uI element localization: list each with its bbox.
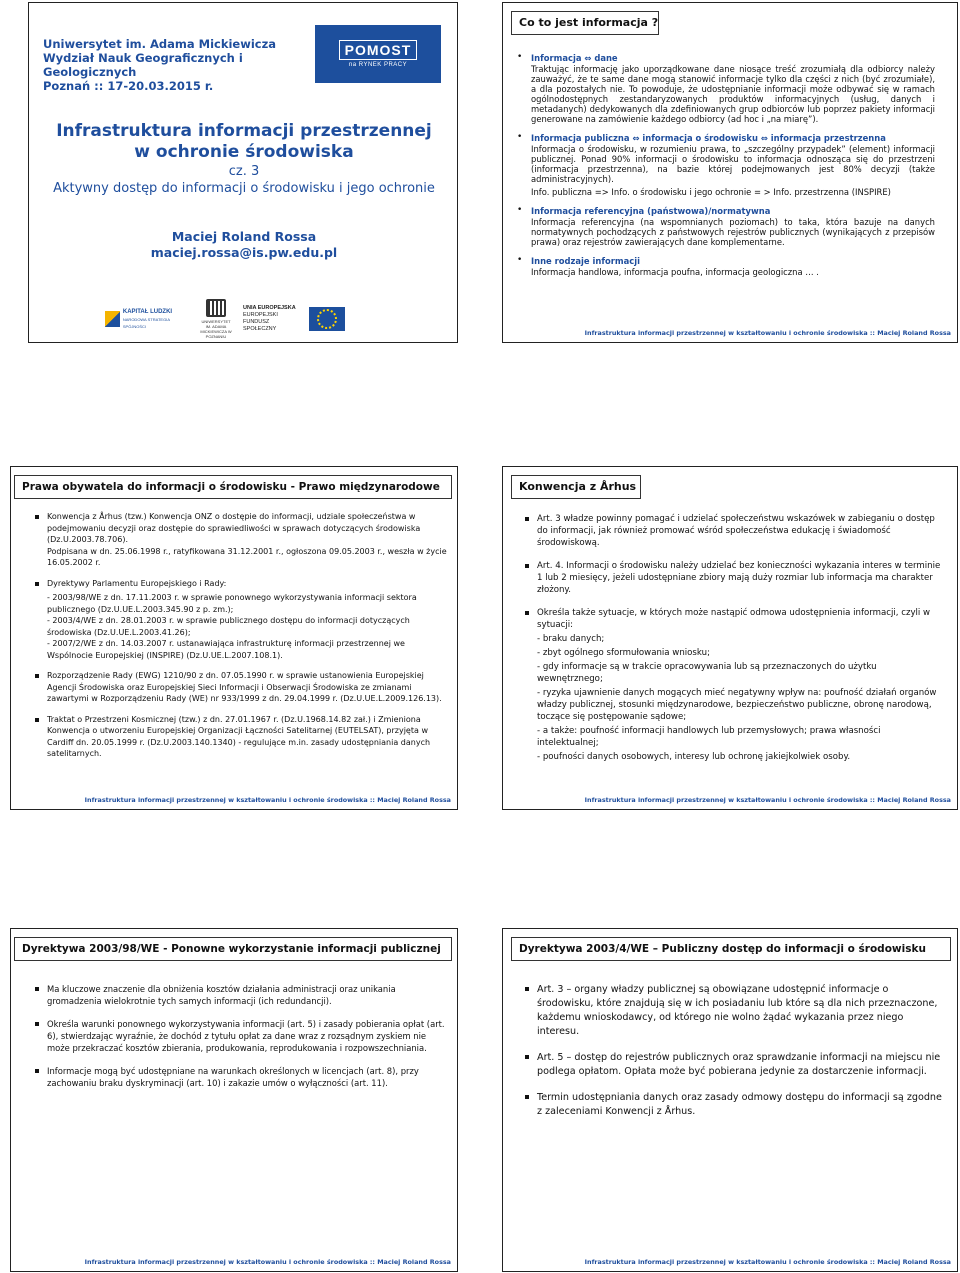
list-item bbox=[517, 256, 935, 277]
institution-header bbox=[43, 37, 313, 93]
logo-subtext: na RYNEK PRACY bbox=[348, 62, 408, 68]
title-slide bbox=[28, 2, 458, 343]
presentation-title bbox=[29, 121, 458, 163]
item-text: Informacja handlowa, informacja poufna, informacja geologiczna … . bbox=[531, 267, 819, 277]
slide-body bbox=[523, 983, 947, 1131]
bullet-icon: • bbox=[517, 205, 523, 215]
slide-aarhus-convention bbox=[502, 466, 958, 810]
title-line: Infrastruktura informacji przestrzennej bbox=[56, 121, 432, 141]
slide-body bbox=[33, 983, 449, 1100]
list-item bbox=[523, 513, 943, 549]
slide-title: Co to jest informacja ? bbox=[511, 11, 659, 35]
list-item bbox=[517, 53, 935, 124]
list-item bbox=[33, 714, 449, 760]
part-number: cz. 3 bbox=[228, 164, 260, 179]
slide-title: Dyrektywa 2003/98/WE - Ponowne wykorzystanie informacji publicznej bbox=[14, 937, 452, 961]
bullet-icon bbox=[525, 1095, 529, 1099]
slide-directive-2003-98 bbox=[10, 928, 458, 1272]
item-text: Art. 3 – organy władzy publicznej są obowiązane udostępnić informacje o środowisku, które znajdują się w ich posiadaniu lub które są dla nich przeznaczone, każdemu wnioskodawcy, od którego nie wolno żądać wykazania przez niego interesu. bbox=[537, 984, 938, 1037]
item-text: Rozporządzenie Rady (EWG) 1210/90 z dn. 07.05.1990 r. w sprawie ustanowienia Europejskiej Agencji Środowiska oraz Europejskiej Sieci Informacji i Obserwacji Środowiska ze zmianami zawartymi w Rozporządzeniu Rady (WE) nr 933/1999 z dn. 29.04.1999 r. (Dz.U.UE.L.2009.126.13). bbox=[47, 671, 442, 703]
item-text: Traktując informację jako uporządkowane dane niosące treść zrozumiałą dla odbiorcy należy zauważyć, że te same dane mogą stanowić informacje tylko dla części z nich (być zrozumiałe), a dla pozostałych nie. To powoduje, że udostępnianie informacji może odbywać się w ramach ogólnodostępnych zestandaryzowanych produktów informacyjnych (usług, danych i metadanych) dedykowanych dla zdefiniowanych grup odbiorców lub poprzez pakiety informacji generowane na zamówienie każdego odbiorcy (ad hoc i „na miarę”). bbox=[531, 64, 935, 124]
bullet-icon bbox=[525, 611, 529, 615]
author-email: maciej.rossa@is.pw.edu.pl bbox=[150, 245, 338, 260]
slide-footer: Infrastruktura informacji przestrzennej w kształtowaniu i ochronie środowiska :: Maciej Roland Rossa bbox=[584, 796, 951, 804]
list-item bbox=[517, 133, 935, 197]
author-block bbox=[29, 229, 458, 261]
bullet-icon bbox=[35, 987, 39, 991]
item-text: Informacja referencyjna (na wspomnianych poziomach) to taka, która bazuje na danych normatywnych pochodzących z państwowych rejestrów publicznych (wynikających z przepisów prawa) oraz rejestrów zawierających dane komplementarne. bbox=[531, 217, 935, 247]
item-text: Określa warunki ponownego wykorzystywania informacji (art. 5) i zasady pobierania opłat (art. 6), stwierdzając wyraźnie, że dochód z tytułu opłat za dane wraz z rozsądnym zyskiem nie może przekraczać kosztów zbierania, produkowania, reprodukowania i rozpowszechniania. bbox=[47, 1019, 445, 1053]
bullet-icon bbox=[35, 674, 39, 678]
amu-logo bbox=[199, 299, 233, 339]
list-item bbox=[33, 511, 449, 569]
list-item bbox=[33, 1065, 449, 1089]
bullet-icon bbox=[525, 517, 529, 521]
item-text: Konwencja z Århus (tzw.) Konwencja ONZ o dostępie do informacji, udziale społeczeństwa w podejmowaniu decyzji oraz dostępie do sprawiedliwości w sprawach dotyczących środowiska (Dz.U.2003.78.706). bbox=[47, 512, 421, 544]
item-text: - a także: poufność informacji handlowych lub przemysłowych; prawa własności intelektualnej; bbox=[537, 726, 881, 748]
list-item bbox=[33, 578, 449, 662]
item-text: Określa także sytuacje, w których może nastąpić odmowa udostępnienia informacji, czyli w sytuacji: bbox=[537, 608, 931, 630]
item-text: Informacja o środowisku, w rozumieniu prawa, to „szczególny przypadek” (element) informacji publicznej. Ponad 90% informacji o środowisku to informacja odnosząca się do przestrzeni (informacja przestrzenna), na bazie której podejmowanych jest 80% decyzji (także administracyjnych). bbox=[531, 144, 935, 184]
item-text: - gdy informacje są w trakcie opracowywania lub są przeznaczonych do użytku wewnętrznego; bbox=[537, 662, 877, 684]
item-text: Traktat o Przestrzeni Kosmicznej (tzw.) z dn. 27.01.1967 r. (Dz.U.1968.14.82 zał.) i Zmieniona Konwencja o utworzeniu Europejskiej Organizacji Łączności Satelitarnej (EUTELSAT), przyjęta w Cardiff dn. 20.05.1999 r. (Dz.U.2003.140.1340) - regulujące m.in. zasady udostępniania danych satelitarnych. bbox=[47, 714, 431, 758]
bullet-icon: • bbox=[517, 52, 523, 62]
item-heading: Informacja publiczna ⇔ informacja o środowisku ⇔ informacja przestrzenna bbox=[531, 133, 886, 143]
kl-sublabel: NARODOWA STRATEGIA SPÓJNOŚCI bbox=[122, 316, 170, 329]
slide-what-is-information bbox=[502, 2, 958, 343]
pomost-logo bbox=[315, 25, 441, 83]
item-text: - 2003/4/WE z dn. 28.01.2003 r. w sprawie publicznego dostępu do informacji dotyczących środowiska (Dz.U.UE.L.2003.41.26); bbox=[47, 616, 410, 637]
amu-label: UNIWERSYTET IM. ADAMA MICKIEWICZA W POZNANIU bbox=[200, 319, 232, 339]
item-text: Art. 5 – dostęp do rejestrów publicznych oraz sprawdzanie informacji na miejscu nie podlega opłatom. Opłata może być pobierana jedynie za dostarczenie informacji. bbox=[537, 1052, 941, 1077]
list-item bbox=[33, 670, 449, 705]
slide-body bbox=[523, 513, 943, 774]
slide-footer: Infrastruktura informacji przestrzennej w kształtowaniu i ochronie środowiska :: Maciej Roland Rossa bbox=[84, 796, 451, 804]
item-text: Ma kluczowe znaczenie dla obniżenia kosztów działania administracji oraz unikania gromadzenia wielokrotnie tych samych informacji (ich redundancji). bbox=[47, 984, 396, 1006]
kapital-ludzki-icon bbox=[105, 311, 120, 327]
list-item bbox=[33, 1018, 449, 1054]
list-item bbox=[33, 983, 449, 1007]
list-item bbox=[517, 206, 935, 247]
bullet-icon bbox=[35, 1069, 39, 1073]
university-building-icon bbox=[206, 299, 226, 317]
presentation-subtitle bbox=[29, 163, 458, 197]
faculty-name: Wydział Nauk Geograficznych i Geologicznych bbox=[43, 51, 243, 79]
list-item bbox=[523, 983, 947, 1039]
eu-label bbox=[243, 305, 299, 333]
slide-body bbox=[517, 53, 935, 286]
university-name: Uniwersytet im. Adama Mickiewicza bbox=[43, 37, 277, 51]
item-text: Art. 4. Informacji o środowisku należy udzielać bez konieczności wykazania interes w terminie 1 lub 2 miesięcy, jeżeli udostępniane zbiory mają duży rozmiar lub informacja ma charakter złożony. bbox=[537, 561, 941, 595]
item-text: - braku danych; bbox=[537, 634, 605, 644]
item-heading: Inne rodzaje informacji bbox=[531, 256, 640, 266]
eu-line: EUROPEJSKI bbox=[243, 312, 278, 318]
list-item bbox=[523, 1091, 947, 1119]
item-heading: Informacja ⇔ dane bbox=[531, 53, 618, 63]
list-item bbox=[523, 1051, 947, 1079]
kl-label: KAPITAŁ LUDZKI bbox=[122, 308, 173, 315]
item-text: - zbyt ogólnego sformułowania wniosku; bbox=[537, 648, 710, 658]
bullet-icon: • bbox=[517, 255, 523, 265]
item-text: Informacje mogą być udostępniane na warunkach określonych w licencjach (art. 8), przy zachowaniu braku dyskryminacji (art. 10) i zakazie umów o wyłączności (art. 11). bbox=[47, 1066, 419, 1088]
slide-directive-2003-4 bbox=[502, 928, 958, 1272]
item-text: Podpisana w dn. 25.06.1998 r., ratyfikowana 31.12.2001 r., ogłoszona 09.05.2003 r., weszła w życie 16.05.2002 r. bbox=[47, 546, 447, 567]
bullet-icon bbox=[525, 987, 529, 991]
eu-line: UNIA EUROPEJSKA bbox=[243, 305, 296, 311]
item-text: Art. 3 władze powinny pomagać i udzielać społeczeństwu wskazówek w zabieganiu o dostęp do informacji, jak również promować wśród społeczeństwa edukację i świadomość środowiskową. bbox=[537, 514, 935, 548]
list-item bbox=[523, 560, 943, 596]
slide-footer: Infrastruktura informacji przestrzennej w kształtowaniu i ochronie środowiska :: Maciej Roland Rossa bbox=[584, 1258, 951, 1266]
eu-flag-icon bbox=[309, 307, 345, 331]
item-heading: Informacja referencyjna (państwowa)/normatywna bbox=[531, 206, 771, 216]
bullet-icon bbox=[525, 1055, 529, 1059]
sponsor-logos bbox=[105, 297, 425, 341]
bullet-icon bbox=[35, 1022, 39, 1026]
slide-title: Konwencja z Århus bbox=[511, 475, 641, 499]
item-text: - 2003/98/WE z dn. 17.11.2003 r. w sprawie ponownego wykorzystywania informacji sektora publicznego (Dz.U.UE.L.2003.345.90 z p. zm.); bbox=[47, 593, 417, 614]
bullet-icon bbox=[525, 564, 529, 568]
event-date: Poznań :: 17-20.03.2015 r. bbox=[43, 79, 214, 93]
author-name: Maciej Roland Rossa bbox=[171, 229, 317, 244]
slide-title: Dyrektywa 2003/4/WE – Publiczny dostęp do informacji o środowisku bbox=[511, 937, 951, 961]
title-line: w ochronie środowiska bbox=[134, 142, 354, 162]
slide-title: Prawa obywatela do informacji o środowisku - Prawo międzynarodowe bbox=[14, 475, 452, 499]
bullet-icon bbox=[35, 515, 39, 519]
bullet-icon: • bbox=[517, 132, 523, 142]
slide-footer: Infrastruktura informacji przestrzennej w kształtowaniu i ochronie środowiska :: Maciej Roland Rossa bbox=[584, 329, 951, 337]
item-text: Info. publiczna => Info. o środowisku i jego ochronie = > Info. przestrzenna (INSPIRE) bbox=[531, 187, 891, 197]
eu-line: FUNDUSZ SPOŁECZNY bbox=[243, 319, 277, 332]
item-text: Dyrektywy Parlamentu Europejskiego i Rady: bbox=[47, 578, 227, 588]
item-text: - ryzyka ujawnienie danych mogących mieć negatywny wpływ na: poufność działań organów władzy publicznej, stosunki międzynarodowe, bezpieczeństwo publiczne, obronę narodową, toczące się postępowanie sądowe; bbox=[537, 688, 937, 722]
slide-citizen-rights bbox=[10, 466, 458, 810]
item-text: - 2007/2/WE z dn. 14.03.2007 r. ustanawiająca infrastrukturę informacji przestrzennej we Wspólnocie Europejskiej (INSPIRE) (Dz.U.UE.L.2007.108.1). bbox=[47, 639, 405, 660]
part-title: Aktywny dostęp do informacji o środowisku i jego ochronie bbox=[53, 181, 435, 196]
slide-footer: Infrastruktura informacji przestrzennej w kształtowaniu i ochronie środowiska :: Maciej Roland Rossa bbox=[84, 1258, 451, 1266]
bullet-icon bbox=[35, 582, 39, 586]
item-text: Termin udostępniania danych oraz zasady odmowy dostępu do informacji są zgodne z zaleceniami Konwencji z Århus. bbox=[537, 1092, 942, 1117]
list-item bbox=[523, 607, 943, 763]
logo-text: POMOST bbox=[339, 40, 418, 60]
bullet-icon bbox=[35, 718, 39, 722]
item-text: - poufności danych osobowych, interesy lub ochronę jakiejkolwiek osoby. bbox=[537, 752, 851, 762]
kapital-ludzki-logo bbox=[105, 307, 189, 331]
slide-body bbox=[33, 511, 449, 769]
